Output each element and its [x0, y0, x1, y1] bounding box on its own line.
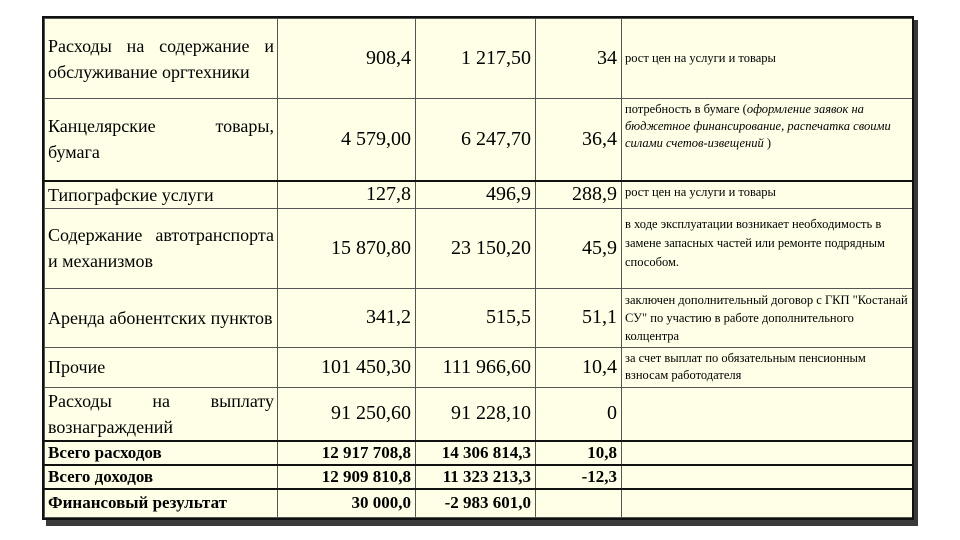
total-period-1: 12 909 810,8: [278, 465, 416, 489]
value-period-1: 91 250,60: [278, 387, 416, 441]
value-period-1: 15 870,80: [278, 208, 416, 288]
row-name: Типографские услуги: [45, 181, 278, 209]
value-period-1: 101 450,30: [278, 347, 416, 387]
total-name: Всего расходов: [45, 441, 278, 465]
value-period-1: 4 579,00: [278, 99, 416, 181]
percent-change: 288,9: [536, 181, 622, 209]
row-note: заключен дополнительный договор с ГКП "Костанай СУ" по участию в работе дополнительного колцентра: [622, 288, 913, 347]
total-percent-change: [536, 489, 622, 517]
row-note: в ходе эксплуатации возникает необходимость в замене запасных частей или ремонте подрядным способом.: [622, 208, 913, 288]
table-row: [45, 181, 913, 209]
total-note: [622, 441, 913, 465]
total-name: Финансовый результат: [45, 489, 278, 517]
total-row: [45, 489, 913, 517]
value-period-2: 496,9: [416, 181, 536, 209]
percent-change: 34: [536, 19, 622, 99]
expense-table: [44, 18, 913, 518]
value-period-2: 6 247,70: [416, 99, 536, 181]
table-row: [45, 347, 913, 387]
table-row: [45, 208, 913, 288]
value-period-2: 23 150,20: [416, 208, 536, 288]
value-period-1: 908,4: [278, 19, 416, 99]
percent-change: 51,1: [536, 288, 622, 347]
total-percent-change: 10,8: [536, 441, 622, 465]
row-name: Прочие: [45, 347, 278, 387]
value-period-2: 91 228,10: [416, 387, 536, 441]
percent-change: 0: [536, 387, 622, 441]
spreadsheet-table-panel: [42, 16, 914, 520]
total-row: [45, 441, 913, 465]
note-text: потребность в бумаге (: [625, 102, 747, 116]
total-period-2: -2 983 601,0: [416, 489, 536, 517]
percent-change: 36,4: [536, 99, 622, 181]
percent-change: 45,9: [536, 208, 622, 288]
note-text-end: ): [763, 136, 771, 150]
total-period-2: 11 323 213,3: [416, 465, 536, 489]
total-note: [622, 489, 913, 517]
total-period-2: 14 306 814,3: [416, 441, 536, 465]
total-percent-change: -12,3: [536, 465, 622, 489]
row-name: Содержание автотранспорта и механизмов: [45, 208, 278, 288]
total-period-1: 30 000,0: [278, 489, 416, 517]
total-row: [45, 465, 913, 489]
row-name: Расходы на содержание и обслуживание оргтехники: [45, 19, 278, 99]
total-period-1: 12 917 708,8: [278, 441, 416, 465]
row-note: рост цен на услуги и товары: [622, 19, 913, 99]
table-row: [45, 19, 913, 99]
percent-change: 10,4: [536, 347, 622, 387]
total-note: [622, 465, 913, 489]
value-period-2: 111 966,60: [416, 347, 536, 387]
row-note: за счет выплат по обязательным пенсионным взносам работодателя: [622, 347, 913, 387]
row-name: Канцелярские товары, бумага: [45, 99, 278, 181]
table-row: [45, 387, 913, 441]
table-row: [45, 288, 913, 347]
row-note: [622, 99, 913, 181]
row-name: Аренда абонентских пунктов: [45, 288, 278, 347]
table-row: [45, 99, 913, 181]
value-period-1: 127,8: [278, 181, 416, 209]
row-note: [622, 387, 913, 441]
value-period-1: 341,2: [278, 288, 416, 347]
total-name: Всего доходов: [45, 465, 278, 489]
note-italic-text: оформление заявок на бюджетное финансирование, распечатка своими силами счетов-извещений: [625, 102, 891, 150]
value-period-2: 515,5: [416, 288, 536, 347]
value-period-2: 1 217,50: [416, 19, 536, 99]
row-name: Расходы на выплату вознаграждений: [45, 387, 278, 441]
row-note: рост цен на услуги и товары: [622, 181, 913, 209]
